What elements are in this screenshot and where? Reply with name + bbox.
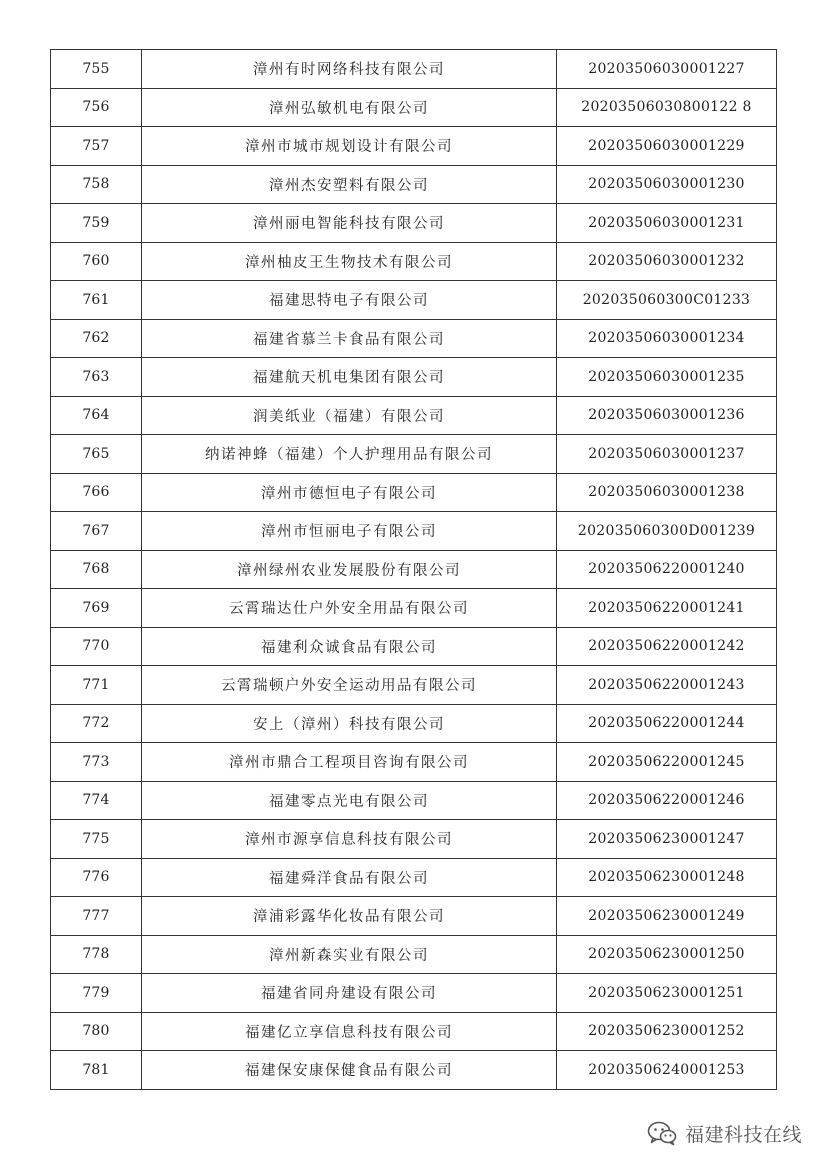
company-name-cell: 云霄瑞达仕户外安全用品有限公司 [142, 589, 557, 628]
table-row [51, 781, 777, 820]
company-name-cell: 纳诺神蜂（福建）个人护理用品有限公司 [142, 435, 557, 474]
company-name-cell: 福建舜洋食品有限公司 [142, 858, 557, 897]
registration-code-cell: 20203506220001241 [557, 589, 777, 628]
table-row [51, 820, 777, 859]
registration-code-cell: 202035060300C01233 [557, 281, 777, 320]
row-index-cell: 780 [51, 1012, 142, 1051]
wechat-icon [647, 1120, 677, 1146]
table-row [51, 473, 777, 512]
row-index-cell: 781 [51, 1051, 142, 1090]
row-index-cell: 765 [51, 435, 142, 474]
table-row [51, 281, 777, 320]
table-row [51, 204, 777, 243]
row-index-cell: 763 [51, 358, 142, 397]
registration-code-cell: 20203506220001244 [557, 704, 777, 743]
registration-code-cell: 20203506240001253 [557, 1051, 777, 1090]
row-index-cell: 770 [51, 627, 142, 666]
registration-code-cell: 20203506220001242 [557, 627, 777, 666]
row-index-cell: 775 [51, 820, 142, 859]
company-name-cell: 漳州市城市规划设计有限公司 [142, 127, 557, 166]
table-row [51, 512, 777, 551]
row-index-cell: 773 [51, 743, 142, 782]
company-name-cell: 云霄瑞顿户外安全运动用品有限公司 [142, 666, 557, 705]
company-name-cell: 漳州杰安塑料有限公司 [142, 165, 557, 204]
company-name-cell: 福建省同舟建设有限公司 [142, 974, 557, 1013]
table-row [51, 974, 777, 1013]
registration-code-cell: 20203506030001229 [557, 127, 777, 166]
company-name-cell: 福建思特电子有限公司 [142, 281, 557, 320]
row-index-cell: 778 [51, 935, 142, 974]
company-name-cell: 漳州新森实业有限公司 [142, 935, 557, 974]
wechat-watermark [647, 1118, 802, 1148]
table-row [51, 1012, 777, 1051]
table-row [51, 935, 777, 974]
registration-code-cell: 20203506030800122 8 [557, 88, 777, 127]
table-row [51, 319, 777, 358]
table-row [51, 666, 777, 705]
registration-code-cell: 20203506220001240 [557, 550, 777, 589]
company-name-cell: 福建零点光电有限公司 [142, 781, 557, 820]
row-index-cell: 779 [51, 974, 142, 1013]
registration-code-cell: 20203506030001238 [557, 473, 777, 512]
registration-code-cell: 20203506030001235 [557, 358, 777, 397]
company-name-cell: 漳州市源享信息科技有限公司 [142, 820, 557, 859]
row-index-cell: 761 [51, 281, 142, 320]
table-row [51, 858, 777, 897]
row-index-cell: 769 [51, 589, 142, 628]
row-index-cell: 755 [51, 50, 142, 89]
company-name-cell: 福建利众诚食品有限公司 [142, 627, 557, 666]
registration-code-cell: 20203506230001249 [557, 897, 777, 936]
watermark-text: 福建科技在线 [684, 1123, 802, 1146]
row-index-cell: 766 [51, 473, 142, 512]
company-name-cell: 漳州市恒丽电子有限公司 [142, 512, 557, 551]
row-index-cell: 756 [51, 88, 142, 127]
table-row [51, 897, 777, 936]
registration-code-cell: 20203506230001247 [557, 820, 777, 859]
registration-code-cell: 20203506030001232 [557, 242, 777, 281]
table-row [51, 396, 777, 435]
row-index-cell: 759 [51, 204, 142, 243]
table-row [51, 88, 777, 127]
registration-code-cell: 20203506030001230 [557, 165, 777, 204]
company-name-cell: 漳州绿州农业发展股份有限公司 [142, 550, 557, 589]
row-index-cell: 757 [51, 127, 142, 166]
row-index-cell: 772 [51, 704, 142, 743]
row-index-cell: 764 [51, 396, 142, 435]
table-row [51, 589, 777, 628]
registration-code-cell: 20203506030001234 [557, 319, 777, 358]
row-index-cell: 758 [51, 165, 142, 204]
table-row [51, 127, 777, 166]
company-name-cell: 漳浦彩露华化妆品有限公司 [142, 897, 557, 936]
registration-code-cell: 20203506220001246 [557, 781, 777, 820]
table-row [51, 1051, 777, 1090]
registration-code-cell: 20203506030001231 [557, 204, 777, 243]
registration-code-cell: 202035060300D001239 [557, 512, 777, 551]
table-row [51, 165, 777, 204]
registration-code-cell: 20203506220001245 [557, 743, 777, 782]
registration-code-cell: 20203506030001236 [557, 396, 777, 435]
row-index-cell: 771 [51, 666, 142, 705]
company-name-cell: 福建航天机电集团有限公司 [142, 358, 557, 397]
company-name-cell: 漳州弘敏机电有限公司 [142, 88, 557, 127]
company-name-cell: 福建亿立享信息科技有限公司 [142, 1012, 557, 1051]
table-row [51, 358, 777, 397]
company-name-cell: 福建省慕兰卡食品有限公司 [142, 319, 557, 358]
row-index-cell: 777 [51, 897, 142, 936]
registration-code-cell: 20203506230001252 [557, 1012, 777, 1051]
registration-code-cell: 20203506030001227 [557, 50, 777, 89]
row-index-cell: 760 [51, 242, 142, 281]
company-name-cell: 漳州市德恒电子有限公司 [142, 473, 557, 512]
row-index-cell: 776 [51, 858, 142, 897]
company-name-cell: 漳州丽电智能科技有限公司 [142, 204, 557, 243]
row-index-cell: 762 [51, 319, 142, 358]
table-row [51, 627, 777, 666]
enterprise-registry-table [50, 49, 777, 1090]
registration-code-cell: 20203506220001243 [557, 666, 777, 705]
table-row [51, 435, 777, 474]
company-name-cell: 润美纸业（福建）有限公司 [142, 396, 557, 435]
table-row [51, 704, 777, 743]
table-row [51, 743, 777, 782]
table-row [51, 550, 777, 589]
company-name-cell: 漳州柚皮王生物技术有限公司 [142, 242, 557, 281]
row-index-cell: 767 [51, 512, 142, 551]
company-name-cell: 漳州有时网络科技有限公司 [142, 50, 557, 89]
row-index-cell: 768 [51, 550, 142, 589]
row-index-cell: 774 [51, 781, 142, 820]
company-name-cell: 安上（漳州）科技有限公司 [142, 704, 557, 743]
table-row [51, 242, 777, 281]
table-row [51, 50, 777, 89]
registration-code-cell: 20203506230001248 [557, 858, 777, 897]
table-body [51, 50, 777, 1090]
registration-code-cell: 20203506230001251 [557, 974, 777, 1013]
registration-code-cell: 20203506030001237 [557, 435, 777, 474]
company-name-cell: 福建保安康保健食品有限公司 [142, 1051, 557, 1090]
registration-code-cell: 20203506230001250 [557, 935, 777, 974]
company-name-cell: 漳州市鼎合工程项目咨询有限公司 [142, 743, 557, 782]
